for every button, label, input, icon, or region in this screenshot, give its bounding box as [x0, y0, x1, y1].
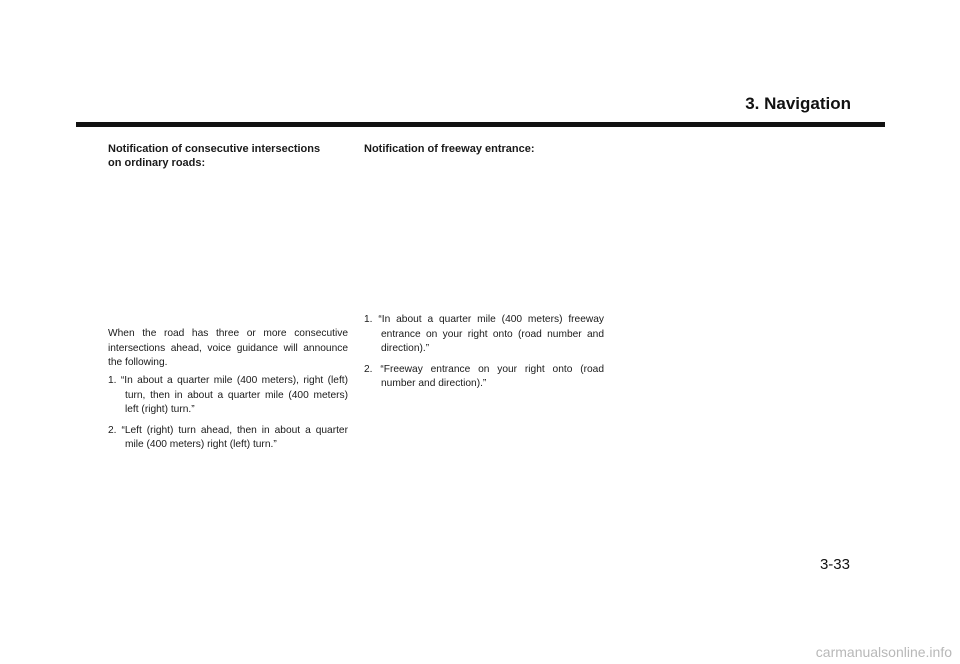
- header-rule: [76, 122, 885, 127]
- page-number: 3-33: [819, 556, 850, 573]
- list-item: 2. “Left (right) turn ahead, then in about a quarter mile (400 meters) right (left) turn.”: [108, 424, 348, 450]
- list-item: 1. “In about a quarter mile (400 meters), right (left) turn, then in about a quarter mile (400 meters) left (right) turn.”: [108, 375, 348, 415]
- heading-line-1: Notification of consecutive intersections: [108, 143, 321, 155]
- chapter-title: 3. Navigation: [745, 94, 851, 113]
- freeway-list: [364, 313, 604, 398]
- left-column: [108, 142, 398, 170]
- list-item: 2. “Freeway entrance on your right onto (road number and direction).”: [364, 363, 604, 389]
- heading-line-2: on ordinary roads:: [108, 157, 206, 169]
- intersections-list: [108, 374, 348, 459]
- right-column: [364, 142, 654, 156]
- intersections-intro: When the road has three or more consecutive intersections ahead, voice guidance will announce the following.: [108, 328, 348, 368]
- section-heading-intersections: [108, 142, 398, 170]
- watermark: carmanualsonline.info: [815, 644, 952, 660]
- section-heading-freeway: Notification of freeway entrance:: [364, 143, 535, 155]
- list-item: 1. “In about a quarter mile (400 meters) freeway entrance on your right onto (road number and direction).”: [364, 314, 604, 354]
